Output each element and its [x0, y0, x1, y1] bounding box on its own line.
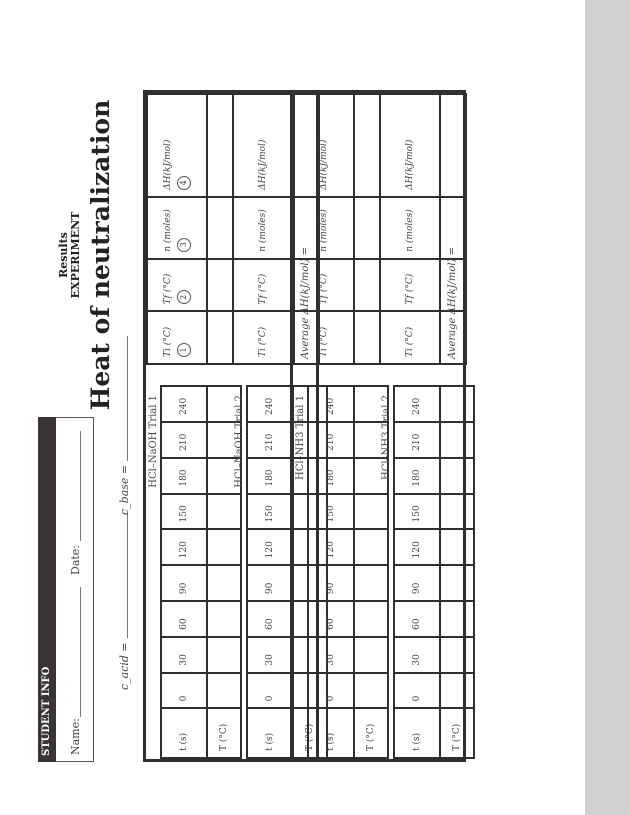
time-cell: 150 — [247, 494, 293, 530]
time-cell: 240 — [247, 386, 293, 422]
temperature-input-cell[interactable] — [440, 601, 474, 637]
results-input-row — [354, 94, 380, 364]
results-table — [293, 93, 381, 365]
temperature-input-cell[interactable] — [440, 458, 474, 494]
step-marker: 4 — [177, 176, 191, 190]
average-dh-label: Average ΔH(kJ/mol) = — [300, 246, 311, 359]
time-cell: 0 — [394, 673, 440, 709]
date-label: Date: — [69, 544, 82, 575]
time-cell: 180 — [161, 458, 207, 494]
experiment-label: EXPERIMENT — [69, 211, 82, 299]
results-header-row — [380, 94, 440, 364]
temperature-input-cell[interactable] — [207, 673, 241, 709]
result-input-cell[interactable] — [354, 259, 380, 312]
time-header: t (s) — [247, 708, 293, 758]
time-cell: 30 — [247, 637, 293, 673]
results-header-row — [147, 94, 207, 364]
time-cell: 180 — [394, 458, 440, 494]
time-cell: 60 — [394, 601, 440, 637]
temperature-input-cell[interactable] — [207, 601, 241, 637]
result-input-cell[interactable] — [354, 197, 380, 259]
n-label: n (moles) — [405, 209, 415, 252]
ti-header — [294, 311, 354, 364]
results-header-row — [233, 94, 293, 364]
time-cell: 30 — [308, 637, 354, 673]
tf-label: Tf (°C) — [258, 273, 268, 305]
time-cell: 150 — [308, 494, 354, 530]
time-header: t (s) — [308, 708, 354, 758]
dh-header — [294, 94, 354, 197]
time-cell: 210 — [394, 422, 440, 458]
result-input-cell[interactable] — [354, 94, 380, 197]
trial-label: HCl–NaOH Trial 1 — [148, 395, 159, 488]
time-cell: 120 — [247, 530, 293, 566]
temperature-input-cell[interactable] — [354, 601, 388, 637]
n-header — [233, 197, 293, 259]
time-cell: 90 — [394, 565, 440, 601]
time-row — [161, 386, 207, 758]
temperature-input-cell[interactable] — [354, 637, 388, 673]
result-input-cell[interactable] — [440, 94, 466, 197]
temperature-header: T (°C) — [207, 708, 241, 758]
result-input-cell[interactable] — [207, 197, 233, 259]
ti-label: Ti (°C) — [405, 326, 415, 357]
ti-header — [380, 311, 440, 364]
ti-label: Ti (°C) — [258, 326, 268, 357]
time-temp-table — [160, 385, 242, 759]
title-block — [58, 75, 116, 435]
tf-header — [233, 259, 293, 312]
name-label: Name: — [69, 718, 82, 755]
temperature-input-cell[interactable] — [440, 530, 474, 566]
temperature-input-cell[interactable] — [440, 673, 474, 709]
tf-label: Tf (°C) — [163, 273, 173, 305]
tf-header — [294, 259, 354, 312]
temperature-input-cell[interactable] — [354, 673, 388, 709]
results-table — [146, 93, 234, 365]
temperature-input-cell[interactable] — [440, 565, 474, 601]
base-concentration — [118, 336, 131, 515]
date-field[interactable] — [80, 431, 81, 541]
time-row — [247, 386, 293, 758]
tf-label: Tf (°C) — [405, 273, 415, 305]
time-cell: 0 — [247, 673, 293, 709]
acid-field[interactable] — [127, 513, 128, 638]
n-header — [380, 197, 440, 259]
step-marker: 1 — [177, 343, 191, 357]
temperature-header: T (°C) — [354, 708, 388, 758]
temperature-row — [440, 386, 474, 758]
time-temp-table — [393, 385, 475, 759]
trial-label: HCl–NH3 Trial 1 — [295, 395, 306, 480]
result-input-cell[interactable] — [207, 311, 233, 364]
ti-label: Ti (°C) — [163, 326, 173, 357]
time-cell: 0 — [308, 673, 354, 709]
ti-header — [233, 311, 293, 364]
time-cell: 120 — [161, 530, 207, 566]
step-marker: 3 — [177, 238, 191, 252]
time-cell: 240 — [161, 386, 207, 422]
tf-header — [380, 259, 440, 312]
n-label: n (moles) — [258, 209, 268, 252]
time-cell: 240 — [394, 386, 440, 422]
ti-label: Ti (°C) — [319, 326, 329, 357]
acid-concentration — [118, 513, 131, 690]
time-cell: 0 — [161, 673, 207, 709]
trial-label: HCl–NaOH Trial 2 — [234, 395, 245, 488]
dh-header — [233, 94, 293, 197]
time-cell: 210 — [161, 422, 207, 458]
temperature-header: T (°C) — [293, 708, 327, 758]
time-cell: 180 — [308, 458, 354, 494]
temperature-input-cell[interactable] — [207, 637, 241, 673]
time-cell: 60 — [161, 601, 207, 637]
tf-header — [147, 259, 207, 312]
time-cell: 30 — [161, 637, 207, 673]
time-cell: 60 — [247, 601, 293, 637]
tf-label: Tf (°C) — [319, 273, 329, 305]
temperature-header: T (°C) — [440, 708, 474, 758]
temperature-input-cell[interactable] — [440, 386, 474, 422]
base-field[interactable] — [127, 336, 128, 461]
dh-label: ΔH(kJ/mol) — [258, 139, 268, 190]
dh-header — [147, 94, 207, 197]
results-block — [290, 90, 466, 762]
time-temp-table — [307, 385, 389, 759]
step-marker: 2 — [177, 290, 191, 304]
result-input-cell[interactable] — [207, 259, 233, 312]
time-row — [308, 386, 354, 758]
time-cell: 90 — [247, 565, 293, 601]
time-cell: 120 — [394, 530, 440, 566]
acid-label: c_acid = — [118, 642, 131, 690]
time-cell: 240 — [308, 386, 354, 422]
time-header: t (s) — [394, 708, 440, 758]
results-header-row — [294, 94, 354, 364]
time-cell: 210 — [247, 422, 293, 458]
time-cell: 90 — [308, 565, 354, 601]
results-label: Results — [57, 232, 70, 278]
results-input-row — [207, 94, 233, 364]
n-header — [147, 197, 207, 259]
n-header — [294, 197, 354, 259]
name-field[interactable] — [80, 587, 81, 717]
n-label: n (moles) — [319, 209, 329, 252]
dh-label: ΔH(kJ/mol) — [405, 139, 415, 190]
base-label: c_base = — [118, 464, 131, 515]
dh-label: ΔH(kJ/mol) — [319, 139, 329, 190]
trial-label: HCl–NH3 Trial 2 — [381, 395, 392, 480]
dh-header — [380, 94, 440, 197]
time-cell: 150 — [161, 494, 207, 530]
time-cell: 60 — [308, 601, 354, 637]
time-cell: 120 — [308, 530, 354, 566]
time-row — [394, 386, 440, 758]
time-cell: 90 — [161, 565, 207, 601]
average-dh-label: Average ΔH(kJ/mol) = — [447, 246, 458, 359]
dh-label: ΔH(kJ/mol) — [163, 139, 173, 190]
temperature-input-cell[interactable] — [440, 422, 474, 458]
time-cell: 210 — [308, 422, 354, 458]
time-cell: 150 — [394, 494, 440, 530]
time-cell: 180 — [247, 458, 293, 494]
time-cell: 30 — [394, 637, 440, 673]
result-input-cell[interactable] — [354, 311, 380, 364]
page-title: Heat of neutralization — [86, 99, 115, 411]
temperature-input-cell[interactable] — [440, 637, 474, 673]
page-sidebar — [585, 0, 630, 815]
student-info-header: STUDENT INFO — [38, 417, 56, 762]
result-input-cell[interactable] — [207, 94, 233, 197]
ti-header — [147, 311, 207, 364]
n-label: n (moles) — [163, 209, 173, 252]
student-info-box — [56, 417, 94, 762]
temperature-input-cell[interactable] — [440, 494, 474, 530]
time-header: t (s) — [161, 708, 207, 758]
